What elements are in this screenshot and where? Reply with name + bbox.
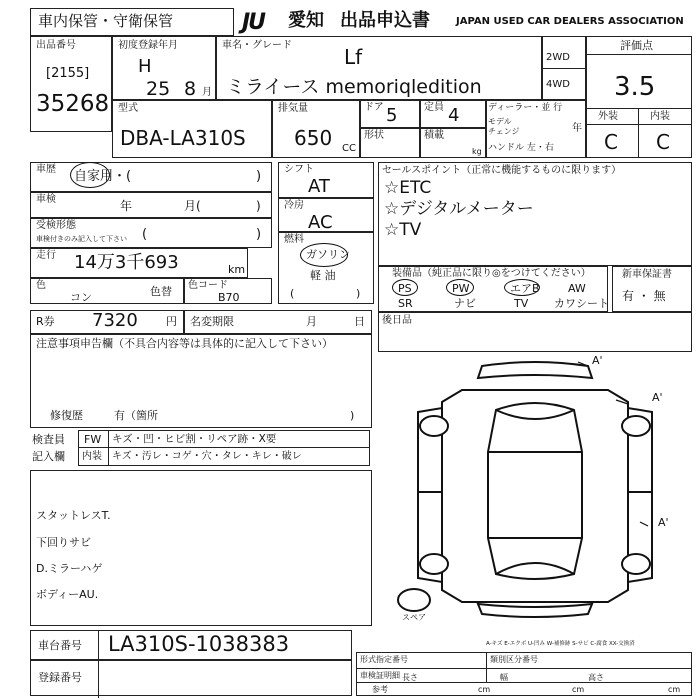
wheel-rear-left xyxy=(420,554,448,574)
sales-label: セールスポイント（正常に機能するものに限ります） xyxy=(382,165,622,176)
receipt-label: 受検形態 xyxy=(36,220,76,231)
recycle-label: R券 xyxy=(36,315,55,328)
shift-value: AT xyxy=(308,176,330,197)
mileage-unit: km xyxy=(228,263,246,276)
rating-label: 評価点 xyxy=(620,39,653,52)
car-rear-bumper xyxy=(478,604,592,617)
body-label: 形状 xyxy=(364,130,384,141)
shift-label: シフト xyxy=(284,164,314,175)
rating-vdivider xyxy=(638,108,639,158)
reg-month-unit: 月 xyxy=(202,87,212,98)
expiry-day: 日 xyxy=(354,315,365,328)
lot-label: 出品番号 xyxy=(36,40,76,51)
fuel-label: 燃料 xyxy=(284,234,304,245)
footer-len-label: 長さ xyxy=(402,673,418,682)
sales-item: ☆ETC xyxy=(384,178,432,198)
expiry-label: 名変期限 xyxy=(190,315,234,328)
color-value: コン xyxy=(70,291,92,304)
later-label: 後日品 xyxy=(382,315,412,326)
mileage-label: 走行 xyxy=(36,250,56,261)
inspection-year: 年 xyxy=(120,199,133,213)
inspector-label2: 記入欄 xyxy=(32,450,65,463)
sales-item: ☆TV xyxy=(384,220,422,240)
ju-logo xyxy=(242,10,288,34)
receipt-note: 車検付きのみ記入して下さい xyxy=(36,235,127,243)
inspection-close: ) xyxy=(256,199,261,213)
inspector-ext-items: キズ・凹・ヒビ割・リペア跡・X要 xyxy=(112,433,277,445)
model-name: ミライース memoriqledition xyxy=(226,76,482,98)
drive-4wd: 4WD xyxy=(546,79,570,90)
footer-cm: cm xyxy=(668,685,681,694)
ju-logo-text: JU xyxy=(242,10,265,35)
chassis-label: 車台番号 xyxy=(38,639,82,652)
equip-item: PS xyxy=(398,282,412,295)
rating-divider3 xyxy=(586,124,692,125)
lot-bracket: [2155] xyxy=(46,66,90,81)
rating-divider2 xyxy=(586,108,692,109)
regno-label: 登録番号 xyxy=(38,671,82,684)
form-title: 出品申込書 xyxy=(340,10,430,31)
year-label: 年 xyxy=(572,123,582,134)
car-roof xyxy=(488,403,582,579)
model-label: 車名・グレード xyxy=(222,40,292,51)
reg-month: 8 xyxy=(184,78,197,100)
reg-year: 25 xyxy=(146,78,171,100)
reg-era: H xyxy=(138,56,152,77)
footer-class-label: 類別区分番号 xyxy=(490,655,538,664)
chassis-value: LA310S-1038383 xyxy=(108,632,290,656)
footer-cm: cm xyxy=(572,685,585,694)
fuel-opt1: ガソリン xyxy=(306,248,350,261)
colorcode-value: B70 xyxy=(218,291,240,304)
history-close: ) xyxy=(256,169,262,184)
damage-mark: A' xyxy=(592,354,603,367)
footer-ref-label: 参考 xyxy=(372,685,388,694)
footer-note-label: 車検証明細 xyxy=(360,671,400,680)
damage-mark: A' xyxy=(658,516,669,529)
inspector-ext-label: FW xyxy=(84,433,102,446)
receipt-open: ( xyxy=(142,227,148,242)
footer-wid-label: 幅 xyxy=(500,673,508,682)
wheel-front-left xyxy=(420,416,448,436)
wheel-rear-right xyxy=(622,554,650,574)
association-name: JAPAN USED CAR DEALERS ASSOCIATION xyxy=(456,16,684,27)
cap-label: 定員 xyxy=(424,102,444,113)
footer-right-divider xyxy=(356,668,692,669)
repair-close: ) xyxy=(350,409,355,422)
recycle-unit: 円 xyxy=(166,315,177,328)
equip-item: TV xyxy=(514,297,529,310)
car-front-bumper xyxy=(478,362,592,378)
aircon-label: 冷房 xyxy=(284,200,304,211)
inspector-note: 下回りサビ xyxy=(36,536,91,549)
equip-item: ナビ xyxy=(454,297,476,310)
inspector-note: スタットレスT. xyxy=(36,509,111,522)
colorcode-label: 色コード xyxy=(188,280,228,291)
warranty-value: 有 ・ 無 xyxy=(622,289,666,303)
car-windshield xyxy=(496,410,574,419)
receipt-close: ) xyxy=(256,227,262,242)
fuel-open: ( xyxy=(290,287,295,300)
cap-value: 4 xyxy=(448,105,460,126)
recycle-value: 7320 xyxy=(92,310,138,331)
rating-divider1 xyxy=(586,54,692,55)
inspector-divider xyxy=(78,447,370,448)
inspector-int-label: 内装 xyxy=(82,451,102,462)
equip-circle-airbag xyxy=(504,279,540,296)
fuel-close: ) xyxy=(356,287,361,300)
disp-label: 排気量 xyxy=(278,103,308,114)
fuel-opt2: 軽 油 xyxy=(310,269,336,282)
footer-right-vdivider xyxy=(486,652,487,682)
inspection-label: 車検 xyxy=(36,194,56,205)
aircon-value: AC xyxy=(308,212,333,233)
color-changed-label: 色替 xyxy=(150,285,172,298)
drive-divider xyxy=(542,68,586,69)
equip-item: カワシート xyxy=(554,297,609,310)
rating-interior: C xyxy=(656,130,670,154)
equip-circle-pw xyxy=(446,279,474,296)
car-diagram xyxy=(378,352,692,642)
equip-item: エアB xyxy=(510,282,540,295)
equip-label: 装備品（純正品に限り◎をつけてください） xyxy=(392,268,591,279)
inspector-note: D.ミラーハゲ xyxy=(36,562,103,575)
mileage-value: 14万3千693 xyxy=(74,252,179,273)
notes-label: 注意事項申告欄（不具合内容等は具体的に記入して下さい） xyxy=(36,337,333,350)
history-value: 自家用・( xyxy=(74,169,132,184)
footer-cm: cm xyxy=(478,685,491,694)
spare-label: スペア xyxy=(402,613,426,622)
lot-number: 35268 xyxy=(36,91,110,117)
doors-value: 5 xyxy=(386,105,398,126)
doors-label: ドア xyxy=(364,102,384,113)
equip-circle-ps xyxy=(392,279,418,296)
car-body-outline xyxy=(442,390,628,602)
rating-interior-label: 内装 xyxy=(650,111,670,122)
inspector-note: ボディーAU. xyxy=(36,588,99,601)
footer-type-label: 形式指定番号 xyxy=(360,655,408,664)
disp-unit: CC xyxy=(342,143,356,154)
equip-item: PW xyxy=(452,282,470,295)
drive-2wd: 2WD xyxy=(546,52,570,63)
damage-mark: A' xyxy=(652,391,663,404)
rating-exterior: C xyxy=(604,130,618,154)
equip-item: SR xyxy=(398,297,413,310)
sales-item: ☆デジタルメーター xyxy=(384,199,534,219)
change-label: チェンジ xyxy=(488,127,520,136)
expiry-month: 月 xyxy=(306,315,317,328)
repair-value: 有（箇所 xyxy=(114,409,158,422)
inspector-vdivider xyxy=(108,430,109,466)
org-name: 愛知 xyxy=(288,10,324,31)
diagram-legend: A-キズ E-エクボ U-凹み W-補修跡 S-サビ C-腐食 XX-交換済 xyxy=(486,641,635,647)
model-change-label: モデル xyxy=(488,117,512,126)
rating-exterior-label: 外装 xyxy=(598,111,618,122)
footer-hgt-label: 高さ xyxy=(588,673,604,682)
disp-value: 650 xyxy=(294,126,333,150)
dealer-label: ディーラー・並 行 xyxy=(488,103,563,113)
later-box xyxy=(378,312,692,352)
warranty-label: 新車保証書 xyxy=(622,269,672,280)
model-grade-top: Lf xyxy=(344,45,363,69)
reg-label: 初度登録年月 xyxy=(118,40,178,51)
storage-label: 車内保管・守衛保管 xyxy=(38,12,174,30)
equip-item: AW xyxy=(568,282,586,295)
inspector-label1: 検査員 xyxy=(32,433,65,446)
wheel-front-right xyxy=(622,416,650,436)
history-box xyxy=(30,162,272,192)
handle-label: ハンドル 左・右 xyxy=(488,143,554,153)
spare-tire xyxy=(398,589,430,611)
car-rear-window xyxy=(496,563,574,574)
type-value: DBA-LA310S xyxy=(120,126,246,150)
color-label: 色 xyxy=(36,280,46,291)
rating-score: 3.5 xyxy=(614,72,656,102)
history-label: 車歴 xyxy=(36,164,56,175)
inspection-box xyxy=(30,192,272,218)
type-label: 型式 xyxy=(118,103,138,114)
inspection-month: 月( xyxy=(184,199,201,213)
footer-right-divider2 xyxy=(356,682,692,683)
inspector-int-items: キズ・汚レ・コゲ・穴・タレ・キレ・破レ xyxy=(112,451,302,462)
repair-label: 修復歴 xyxy=(50,409,83,422)
load-label: 積載 xyxy=(424,130,444,141)
load-unit: kg xyxy=(472,147,482,156)
